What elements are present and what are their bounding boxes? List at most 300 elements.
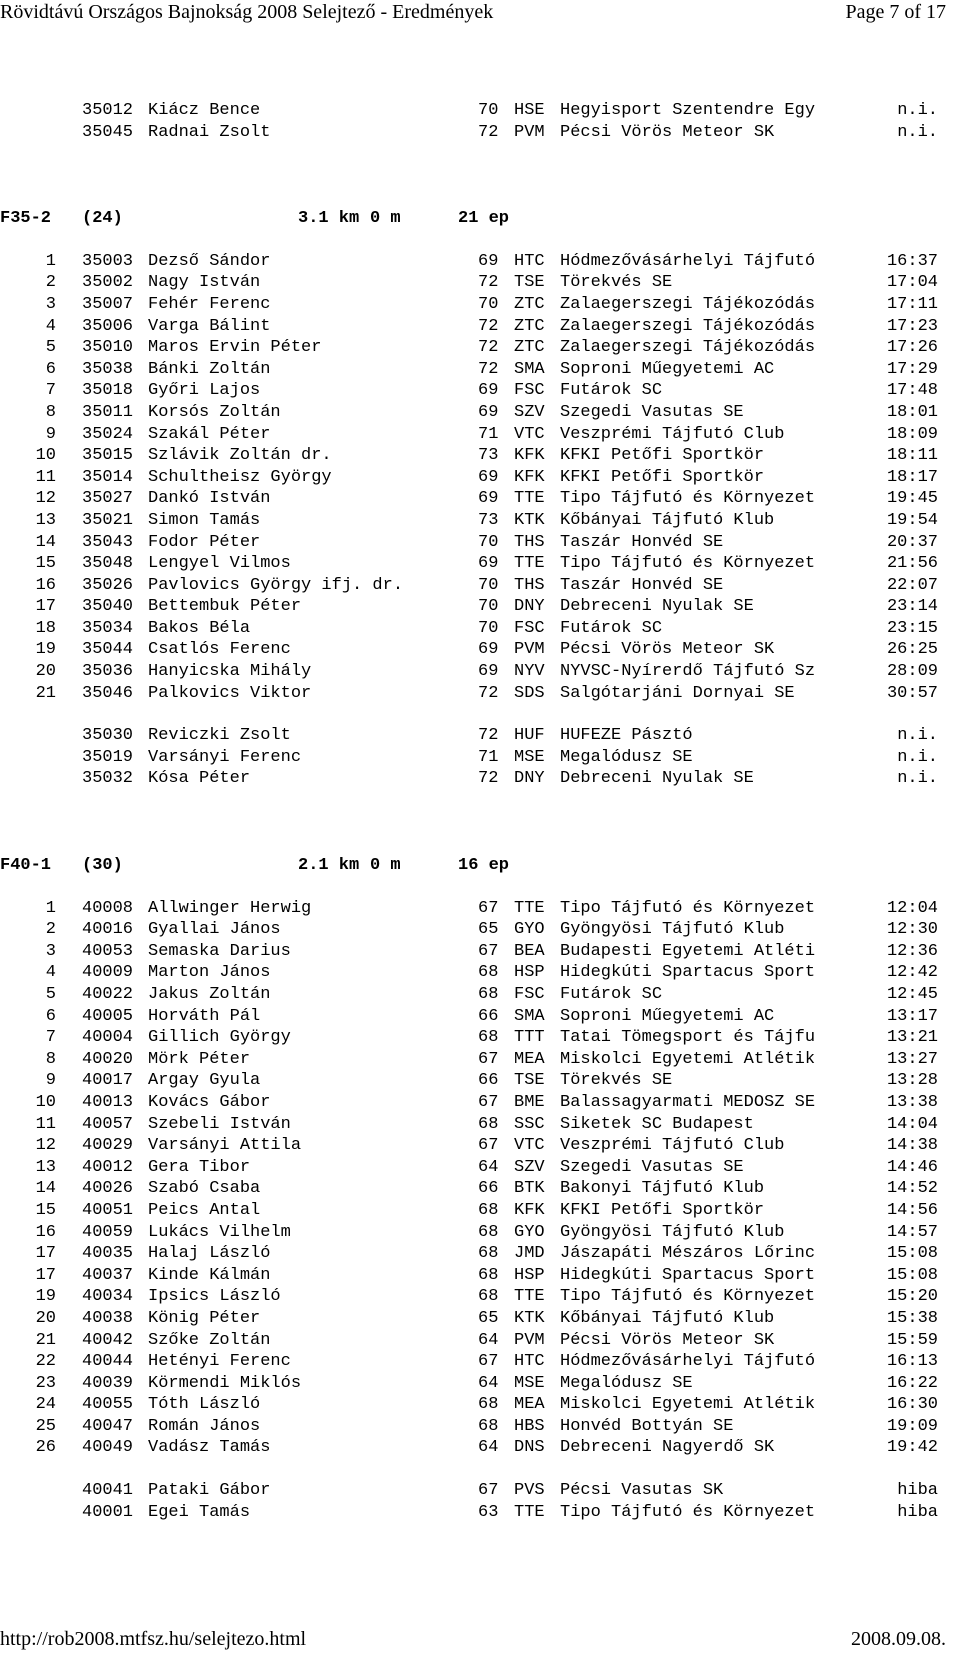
club-name: Debreceni Nyulak SE: [560, 769, 754, 789]
place: 12: [35, 489, 56, 509]
club-code: BTK: [514, 1179, 545, 1199]
club-name: Tipo Tájfutó és Környezet: [560, 489, 816, 509]
start-number: 40008: [82, 898, 134, 918]
result-time: 18:09: [886, 424, 938, 444]
club-code: TTE: [514, 554, 545, 574]
club-name: Jászapáti Mészáros Lőrinc: [560, 1244, 816, 1264]
birth-year: 69: [478, 640, 499, 660]
start-number: 40022: [82, 985, 134, 1004]
start-number: 35014: [82, 467, 134, 487]
result-time: 13:28: [886, 1071, 938, 1091]
birth-year: 68: [478, 1244, 499, 1264]
place: 4: [45, 963, 56, 983]
club-code: SSC: [514, 1114, 545, 1134]
birth-year: 71: [478, 424, 499, 444]
start-number: 40059: [82, 1222, 134, 1242]
competitor-name: Kiácz Bence: [148, 101, 261, 120]
result-row: [0, 272, 960, 294]
start-number: 40041: [82, 1481, 134, 1501]
competitor-name: Horváth Pál: [148, 1006, 261, 1026]
birth-year: 67: [478, 1352, 499, 1372]
footer-url: http://rob2008.mtfsz.hu/selejtezo.html: [0, 1628, 307, 1650]
birth-year: 65: [478, 1308, 499, 1328]
club-code: SMA: [514, 359, 545, 379]
club-code: HSP: [514, 963, 545, 983]
place: 20: [35, 662, 56, 682]
start-number: 35040: [82, 597, 134, 617]
competitor-name: Simon Tamás: [148, 510, 261, 530]
result-row: [0, 316, 960, 338]
competitor-name: Tóth László: [148, 1395, 261, 1415]
club-name: Megalódusz SE: [560, 747, 693, 767]
result-time: 19:54: [886, 510, 938, 530]
birth-year: 73: [478, 510, 499, 530]
club-name: KFKI Petőfi Sportkör: [560, 467, 765, 487]
start-number: 35007: [82, 294, 134, 314]
club-code: VTC: [514, 424, 545, 444]
birth-year: 65: [478, 920, 499, 940]
start-number: 35003: [82, 251, 134, 271]
competitor-name: Fodor Péter: [148, 532, 261, 552]
club-code: KFK: [514, 446, 545, 466]
start-number: 35046: [82, 683, 134, 703]
category-header: [0, 208, 960, 230]
club-name: Hódmezővásárhelyi Tájfutó: [560, 251, 816, 271]
birth-year: 67: [478, 898, 499, 918]
result-row: [0, 402, 960, 424]
category-count: (24): [82, 209, 123, 229]
place: 6: [45, 1006, 56, 1026]
start-number: 35027: [82, 489, 134, 509]
start-number: 35015: [82, 446, 134, 466]
competitor-name: Mörk Péter: [148, 1049, 251, 1069]
place: 3: [45, 294, 56, 314]
result-time: 17:48: [886, 381, 938, 401]
competitor-name: Ipsics László: [148, 1287, 281, 1307]
course-controls: 21 ep: [458, 209, 510, 229]
club-name: Zalaegerszegi Tájékozódás: [560, 294, 816, 314]
start-number: 40012: [82, 1157, 134, 1177]
club-name: HUFEZE Pásztó: [560, 726, 693, 746]
birth-year: 69: [478, 554, 499, 574]
place: 19: [35, 640, 56, 660]
club-name: Soproni Műegyetemi AC: [560, 1006, 775, 1026]
place: 15: [35, 1200, 56, 1220]
competitor-name: Argay Gyula: [148, 1071, 261, 1091]
club-code: MSE: [514, 1373, 545, 1393]
result-row: [0, 1200, 960, 1222]
club-name: Gyöngyösi Tájfutó Klub: [560, 920, 785, 940]
result-row: [0, 1006, 960, 1028]
place: 9: [45, 1071, 56, 1091]
place: 18: [35, 618, 56, 638]
start-number: 40013: [82, 1092, 134, 1112]
competitor-name: Marton János: [148, 963, 271, 983]
results-content: [0, 100, 960, 1523]
start-number: 35038: [82, 359, 134, 379]
club-name: Szegedi Vasutas SE: [560, 1157, 744, 1177]
result-time: 16:13: [886, 1352, 938, 1372]
competitor-name: Varsányi Ferenc: [148, 747, 302, 767]
club-code: SMA: [514, 1006, 545, 1026]
result-row: [0, 1157, 960, 1179]
competitor-name: Kovács Gábor: [148, 1092, 271, 1112]
start-number: 40057: [82, 1114, 134, 1134]
club-name: Hidegkúti Spartacus Sport: [560, 1265, 816, 1285]
place: 12: [35, 1136, 56, 1156]
result-time: 14:38: [886, 1136, 938, 1156]
result-row: [0, 575, 960, 597]
club-code: HTC: [514, 251, 545, 271]
result-row: [0, 1351, 960, 1373]
club-name: Tipo Tájfutó és Környezet: [560, 1287, 816, 1307]
result-row: [0, 553, 960, 575]
club-code: ZTC: [514, 338, 545, 358]
competitor-name: Gera Tibor: [148, 1157, 251, 1177]
place: 20: [35, 1308, 56, 1328]
competitor-name: Egei Tamás: [148, 1502, 251, 1522]
birth-year: 72: [478, 316, 499, 336]
place: 16: [35, 575, 56, 595]
place: 16: [35, 1222, 56, 1242]
club-code: HUF: [514, 726, 545, 746]
result-time: 23:15: [886, 618, 938, 638]
place: 21: [35, 1330, 56, 1350]
start-number: 35043: [82, 532, 134, 552]
result-row: [0, 122, 960, 144]
club-name: NYVSC-Nyírerdő Tájfutó Sz: [560, 662, 816, 682]
club-code: BEA: [514, 941, 545, 961]
place: 14: [35, 1179, 56, 1199]
result-time: 23:14: [886, 597, 938, 617]
result-row: [0, 294, 960, 316]
competitor-name: Hanyicska Mihály: [148, 662, 312, 682]
start-number: 35048: [82, 554, 134, 574]
place: 2: [45, 920, 56, 940]
start-number: 40039: [82, 1373, 134, 1393]
result-row: [0, 467, 960, 489]
birth-year: 68: [478, 963, 499, 983]
club-name: Kőbányai Tájfutó Klub: [560, 1308, 775, 1328]
place: 5: [45, 985, 56, 1004]
start-number: 40001: [82, 1502, 134, 1522]
competitor-name: Bánki Zoltán: [148, 359, 271, 379]
club-name: Futárok SC: [560, 618, 663, 638]
category-header: [0, 855, 960, 877]
birth-year: 64: [478, 1373, 499, 1393]
result-row: [0, 1070, 960, 1092]
place: 13: [35, 510, 56, 530]
spacer: [0, 704, 960, 725]
competitor-name: Peics Antal: [148, 1200, 261, 1220]
start-number: 40038: [82, 1308, 134, 1328]
birth-year: 66: [478, 1179, 499, 1199]
start-number: 35032: [82, 769, 134, 789]
result-time: 13:21: [886, 1028, 938, 1048]
result-row: [0, 768, 960, 790]
place: 11: [35, 1114, 56, 1134]
result-time: 13:27: [886, 1049, 938, 1069]
result-row: [0, 1135, 960, 1157]
result-time: 14:57: [886, 1222, 938, 1242]
club-name: Pécsi Vörös Meteor SK: [560, 122, 775, 142]
club-code: KFK: [514, 1200, 545, 1220]
club-code: TTE: [514, 1287, 545, 1307]
club-name: Kőbányai Tájfutó Klub: [560, 510, 775, 530]
club-code: TSE: [514, 1071, 545, 1091]
result-time: 12:04: [886, 898, 938, 918]
start-number: 40020: [82, 1049, 134, 1069]
result-time: 13:38: [886, 1092, 938, 1112]
club-code: TSE: [514, 273, 545, 293]
result-row: [0, 1243, 960, 1265]
result-time: 19:09: [886, 1416, 938, 1436]
result-time: 30:57: [886, 683, 938, 703]
document-title: Rövidtávú Országos Bajnokság 2008 Selejtező - Eredmények: [0, 1, 494, 23]
club-name: Pécsi Vörös Meteor SK: [560, 640, 775, 660]
birth-year: 67: [478, 941, 499, 961]
result-row: [0, 445, 960, 467]
result-time: 12:36: [886, 941, 938, 961]
club-name: Balassagyarmati MEDOSZ SE: [560, 1092, 816, 1112]
club-name: Pécsi Vörös Meteor SK: [560, 1330, 775, 1350]
result-time: 16:37: [886, 251, 938, 271]
club-code: PVM: [514, 640, 545, 660]
competitor-name: Gillich György: [148, 1028, 291, 1048]
start-number: 40029: [82, 1136, 134, 1156]
result-row: [0, 1394, 960, 1416]
place: 2: [45, 273, 56, 293]
competitor-name: Vadász Tamás: [148, 1438, 271, 1458]
club-code: DNY: [514, 597, 545, 617]
club-code: TTT: [514, 1028, 545, 1048]
competitor-name: Varga Bálint: [148, 316, 271, 336]
competitor-name: Semaska Darius: [148, 941, 291, 961]
result-time: n.i.: [897, 101, 938, 120]
category-name: F40-1: [0, 856, 52, 876]
place: 23: [35, 1373, 56, 1393]
club-name: Taszár Honvéd SE: [560, 532, 724, 552]
competitor-name: Lengyel Vilmos: [148, 554, 291, 574]
result-time: 19:42: [886, 1438, 938, 1458]
club-name: Veszprémi Tájfutó Club: [560, 424, 785, 444]
club-code: MEA: [514, 1395, 545, 1415]
spacer: [0, 790, 960, 855]
club-code: SZV: [514, 402, 545, 422]
result-time: hiba: [897, 1502, 938, 1522]
start-number: 40035: [82, 1244, 134, 1264]
place: 4: [45, 316, 56, 336]
result-time: 16:22: [886, 1373, 938, 1393]
club-code: BME: [514, 1092, 545, 1112]
start-number: 35002: [82, 273, 134, 293]
birth-year: 67: [478, 1049, 499, 1069]
competitor-name: Allwinger Herwig: [148, 898, 312, 918]
birth-year: 67: [478, 1136, 499, 1156]
result-row: [0, 962, 960, 984]
club-code: GYO: [514, 920, 545, 940]
start-number: 35012: [82, 101, 134, 120]
start-number: 35024: [82, 424, 134, 444]
start-number: 40047: [82, 1416, 134, 1436]
result-row: [0, 532, 960, 554]
place: 8: [45, 402, 56, 422]
result-time: 17:26: [886, 338, 938, 358]
birth-year: 68: [478, 1114, 499, 1134]
result-time: 15:08: [886, 1244, 938, 1264]
competitor-name: Győri Lajos: [148, 381, 261, 401]
page-footer: [0, 1627, 960, 1653]
birth-year: 72: [478, 769, 499, 789]
result-row: [0, 337, 960, 359]
club-name: Zalaegerszegi Tájékozódás: [560, 316, 816, 336]
competitor-name: Halaj László: [148, 1244, 271, 1264]
competitor-name: Szlávik Zoltán dr.: [148, 446, 332, 466]
result-time: 26:25: [886, 640, 938, 660]
start-number: 40034: [82, 1287, 134, 1307]
category-count: (30): [82, 856, 123, 876]
competitor-name: Gyallai János: [148, 920, 281, 940]
club-name: Veszprémi Tájfutó Club: [560, 1136, 785, 1156]
result-time: n.i.: [897, 769, 938, 789]
place: 9: [45, 424, 56, 444]
competitor-name: König Péter: [148, 1308, 261, 1328]
competitor-name: Dankó István: [148, 489, 271, 509]
club-name: Tipo Tájfutó és Környezet: [560, 898, 816, 918]
result-time: 18:17: [886, 467, 938, 487]
result-row: [0, 100, 960, 122]
birth-year: 70: [478, 597, 499, 617]
place: 8: [45, 1049, 56, 1069]
course-length: 2.1 km: [298, 856, 360, 876]
club-name: Pécsi Vasutas SK: [560, 1481, 724, 1501]
start-number: 40016: [82, 920, 134, 940]
birth-year: 64: [478, 1438, 499, 1458]
birth-year: 72: [478, 122, 499, 142]
birth-year: 72: [478, 359, 499, 379]
place: 26: [35, 1438, 56, 1458]
course-climb: 0 m: [370, 209, 401, 229]
club-name: Futárok SC: [560, 381, 663, 401]
birth-year: 69: [478, 662, 499, 682]
page-header: [0, 0, 960, 26]
result-time: 17:04: [886, 273, 938, 293]
birth-year: 66: [478, 1071, 499, 1091]
club-name: Bakonyi Tájfutó Klub: [560, 1179, 765, 1199]
club-name: Debreceni Nyulak SE: [560, 597, 754, 617]
club-code: KTK: [514, 1308, 545, 1328]
club-name: Tipo Tájfutó és Környezet: [560, 554, 816, 574]
result-row: [0, 1049, 960, 1071]
club-code: KTK: [514, 510, 545, 530]
club-code: HSE: [514, 101, 545, 120]
birth-year: 70: [478, 101, 499, 120]
club-code: HSP: [514, 1265, 545, 1285]
footer-date: 2008.09.08.: [851, 1628, 946, 1650]
result-time: n.i.: [897, 747, 938, 767]
club-name: Debreceni Nagyerdő SK: [560, 1438, 775, 1458]
competitor-name: Szakál Péter: [148, 424, 271, 444]
place: 10: [35, 446, 56, 466]
spacer: [0, 877, 960, 898]
club-name: Miskolci Egyetemi Atlétik: [560, 1395, 816, 1415]
competitor-name: Schultheisz György: [148, 467, 332, 487]
club-code: TTE: [514, 1502, 545, 1522]
club-name: Taszár Honvéd SE: [560, 575, 724, 595]
result-row: [0, 1437, 960, 1459]
place: 13: [35, 1157, 56, 1177]
birth-year: 68: [478, 1028, 499, 1048]
place: 3: [45, 941, 56, 961]
birth-year: 72: [478, 273, 499, 293]
result-row: [0, 488, 960, 510]
result-row: [0, 984, 960, 1006]
place: 1: [45, 251, 56, 271]
birth-year: 68: [478, 1416, 499, 1436]
result-row: [0, 380, 960, 402]
club-code: THS: [514, 532, 545, 552]
result-time: 17:23: [886, 316, 938, 336]
competitor-name: Szőke Zoltán: [148, 1330, 271, 1350]
result-time: 14:04: [886, 1114, 938, 1134]
competitor-name: Palkovics Viktor: [148, 683, 312, 703]
club-code: ZTC: [514, 316, 545, 336]
start-number: 35006: [82, 316, 134, 336]
competitor-name: Varsányi Attila: [148, 1136, 302, 1156]
result-row: [0, 1286, 960, 1308]
result-row: [0, 596, 960, 618]
result-row: [0, 941, 960, 963]
club-name: Törekvés SE: [560, 1071, 673, 1091]
result-time: 28:09: [886, 662, 938, 682]
club-name: Soproni Műegyetemi AC: [560, 359, 775, 379]
spacer: [0, 230, 960, 251]
birth-year: 70: [478, 294, 499, 314]
club-code: SZV: [514, 1157, 545, 1177]
club-code: PVS: [514, 1481, 545, 1501]
club-code: JMD: [514, 1244, 545, 1264]
place: 7: [45, 381, 56, 401]
birth-year: 72: [478, 683, 499, 703]
club-code: TTE: [514, 898, 545, 918]
spacer: [0, 1459, 960, 1480]
result-time: 13:17: [886, 1006, 938, 1026]
result-time: 14:52: [886, 1179, 938, 1199]
result-time: 12:45: [886, 985, 938, 1004]
competitor-name: Korsós Zoltán: [148, 402, 281, 422]
start-number: 40042: [82, 1330, 134, 1350]
club-name: Futárok SC: [560, 985, 663, 1004]
birth-year: 67: [478, 1092, 499, 1112]
club-name: Salgótarjáni Dornyai SE: [560, 683, 795, 703]
club-name: Hódmezővásárhelyi Tájfutó: [560, 1352, 816, 1372]
club-name: Tatai Tömegsport és Tájfu: [560, 1028, 816, 1048]
result-time: n.i.: [897, 726, 938, 746]
start-number: 35044: [82, 640, 134, 660]
page-number: Page 7 of 17: [845, 1, 946, 23]
result-time: 15:38: [886, 1308, 938, 1328]
start-number: 35036: [82, 662, 134, 682]
club-code: THS: [514, 575, 545, 595]
birth-year: 71: [478, 747, 499, 767]
competitor-name: Szebeli István: [148, 1114, 291, 1134]
competitor-name: Fehér Ferenc: [148, 294, 271, 314]
place: 17: [35, 597, 56, 617]
birth-year: 72: [478, 338, 499, 358]
result-time: 18:11: [886, 446, 938, 466]
result-row: [0, 1502, 960, 1524]
result-time: 12:42: [886, 963, 938, 983]
